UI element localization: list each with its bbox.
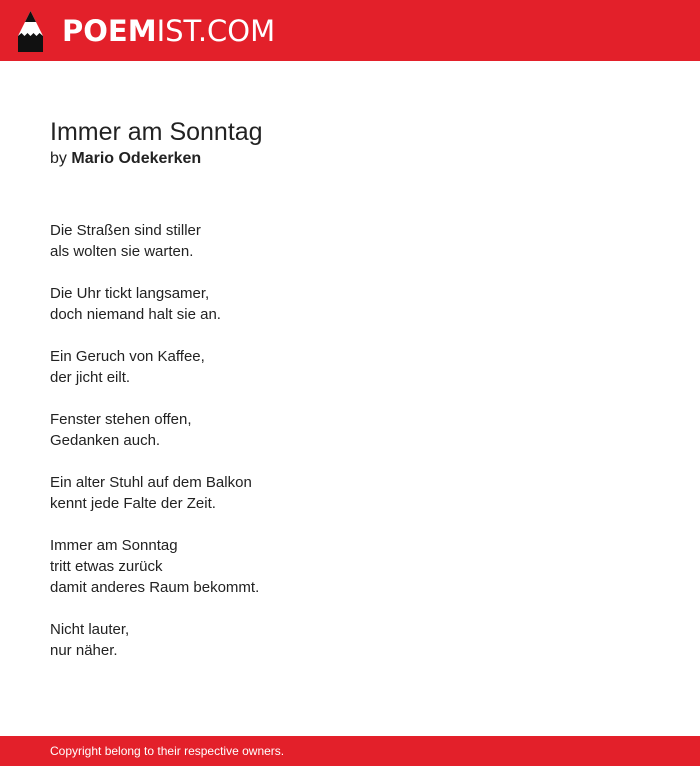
site-logo-link[interactable] — [18, 10, 275, 52]
poem-line: Ein alter Stuhl auf dem Balkon — [50, 474, 252, 491]
stanza — [50, 535, 650, 598]
poem-line: Nicht lauter, — [50, 621, 130, 638]
byline-prefix: by — [50, 150, 67, 167]
poem-line: nur näher. — [50, 642, 118, 659]
poem-line: Die Uhr tickt langsamer, — [50, 285, 210, 302]
brand-name-light: IST.COM — [156, 13, 276, 48]
pencil-tip-icon — [18, 11, 43, 52]
author-name: Mario Odekerken — [71, 150, 202, 167]
stanza — [50, 409, 650, 451]
poem-line: Ein Geruch von Kaffee, — [50, 348, 205, 365]
poem-article — [50, 116, 650, 682]
poem-body — [50, 220, 650, 661]
stanza — [50, 472, 650, 514]
poem-line: Fenster stehen offen, — [50, 411, 192, 428]
poem-line: Die Straßen sind stiller — [50, 222, 201, 239]
poem-line: kennt jede Falte der Zeit. — [50, 495, 216, 512]
poem-line: damit anderes Raum bekommt. — [50, 579, 260, 596]
brand-name-bold: POEM — [62, 13, 157, 48]
poem-title: Immer am Sonntag — [50, 118, 263, 146]
site-header — [0, 0, 700, 61]
stanza — [50, 619, 650, 661]
poem-line: Gedanken auch. — [50, 432, 161, 449]
brand-name — [62, 13, 276, 48]
stanza — [50, 283, 650, 325]
copyright-notice: Copyright belong to their respective owners. — [50, 744, 285, 758]
poem-line: Immer am Sonntag — [50, 537, 178, 554]
site-footer — [0, 736, 700, 766]
poem-line: als wolten sie warten. — [50, 243, 194, 260]
poem-line: der jicht eilt. — [50, 369, 131, 386]
byline — [50, 148, 650, 170]
poem-line: doch niemand halt sie an. — [50, 306, 221, 323]
stanza — [50, 346, 650, 388]
poem-line: tritt etwas zurück — [50, 558, 163, 575]
stanza — [50, 220, 650, 262]
